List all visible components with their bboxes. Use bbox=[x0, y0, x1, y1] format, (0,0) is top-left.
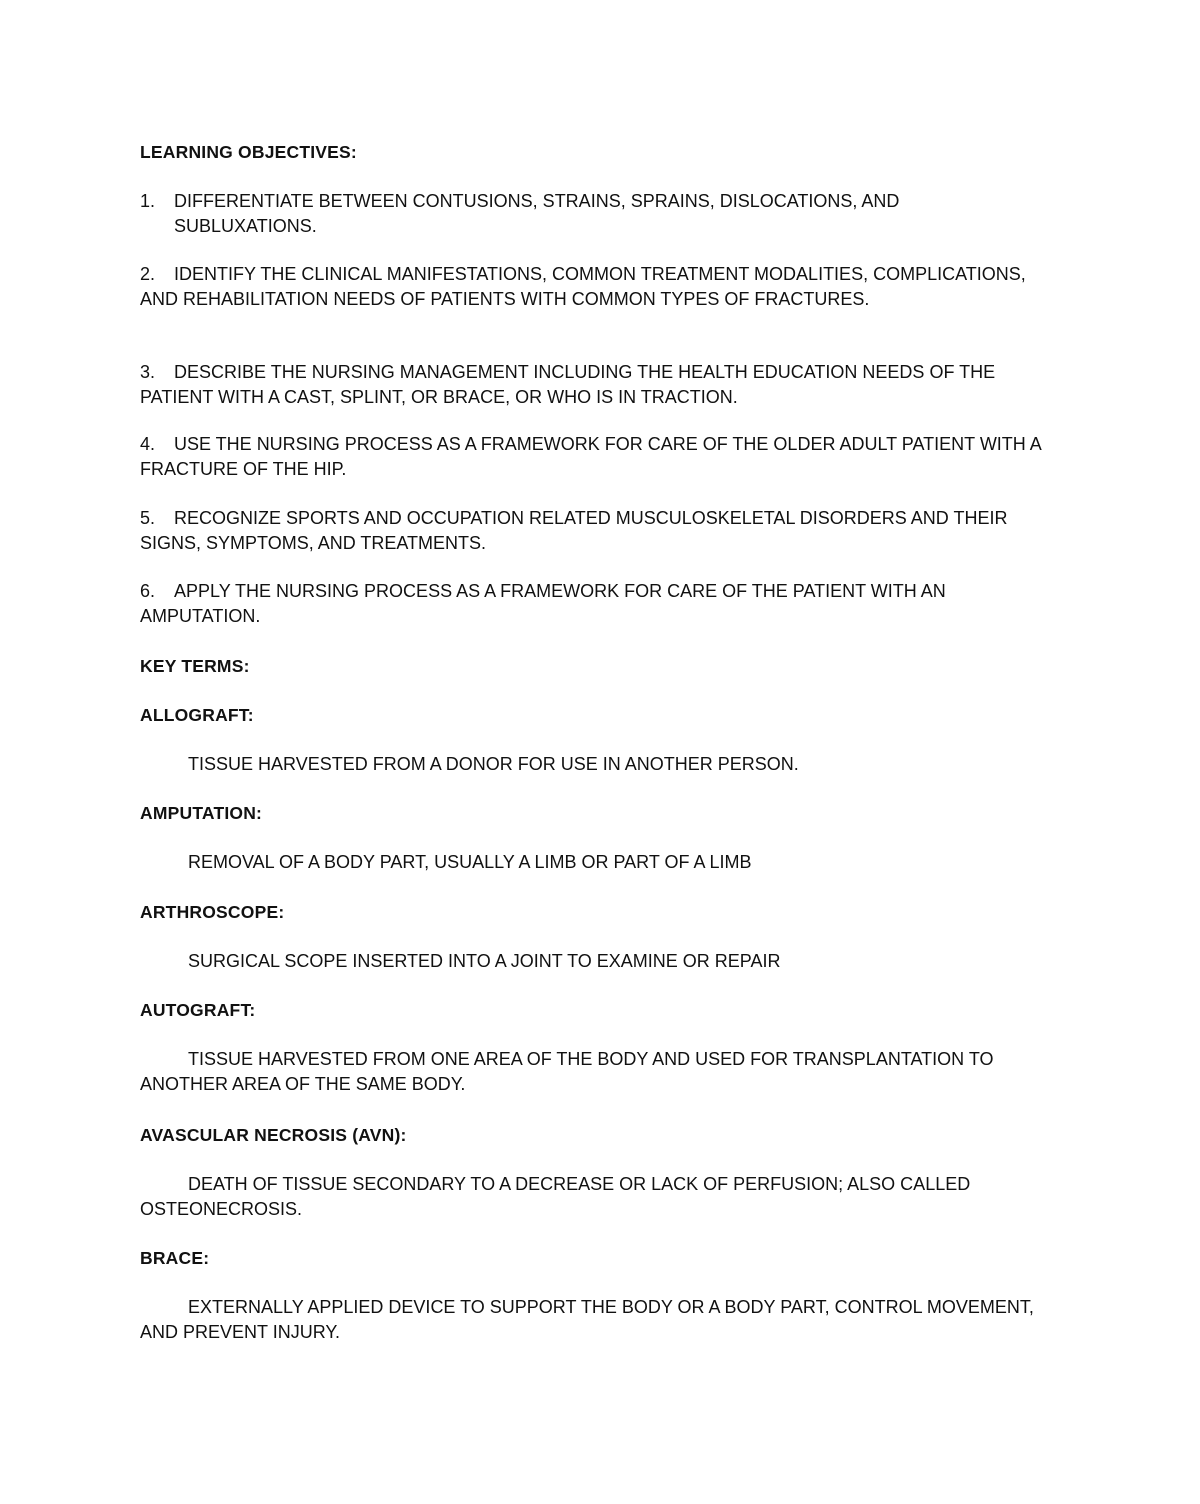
term-title: ALLOGRAFT: bbox=[140, 705, 254, 725]
objective-number: 2. bbox=[140, 264, 156, 284]
objective-text: DESCRIBE THE NURSING MANAGEMENT INCLUDING THE HEALTH EDUCATION NEEDS OF THE PATIENT WITH A CAST, SPLINT, OR BRACE, OR WHO IS IN TRACTION. bbox=[140, 362, 996, 407]
term-definition-text: REMOVAL OF A BODY PART, USUALLY A LIMB OR PART OF A LIMB bbox=[188, 852, 752, 872]
objective-text: DIFFERENTIATE BETWEEN CONTUSIONS, STRAINS, SPRAINS, DISLOCATIONS, AND SUBLUXATIONS. bbox=[174, 191, 900, 236]
term-definition bbox=[140, 850, 1060, 875]
term-definition bbox=[140, 949, 1060, 974]
term-definition bbox=[140, 1295, 1060, 1344]
objective-number: 3. bbox=[140, 362, 156, 382]
term-title: AUTOGRAFT: bbox=[140, 1000, 256, 1020]
term-title: AMPUTATION: bbox=[140, 803, 263, 823]
term-definition bbox=[140, 752, 1060, 777]
objective-item bbox=[140, 189, 1040, 238]
objective-item bbox=[140, 432, 1060, 481]
objective-number: 1. bbox=[140, 191, 156, 211]
objective-item bbox=[140, 360, 1060, 409]
term-definition-text: EXTERNALLY APPLIED DEVICE TO SUPPORT THE BODY OR A BODY PART, CONTROL MOVEMENT, AND PREVENT INJURY. bbox=[140, 1297, 1034, 1342]
objective-number: 4. bbox=[140, 434, 156, 454]
key-terms-heading: KEY TERMS: bbox=[140, 656, 250, 676]
objective-text: IDENTIFY THE CLINICAL MANIFESTATIONS, COMMON TREATMENT MODALITIES, COMPLICATIONS, AND REHABILITATION NEEDS OF PATIENTS WITH COMMON TYPES OF FRACTURES. bbox=[140, 264, 1026, 309]
learning-objectives-heading: LEARNING OBJECTIVES: bbox=[140, 142, 357, 162]
objective-text: APPLY THE NURSING PROCESS AS A FRAMEWORK FOR CARE OF THE PATIENT WITH AN AMPUTATION. bbox=[140, 581, 946, 626]
term-definition-text: DEATH OF TISSUE SECONDARY TO A DECREASE OR LACK OF PERFUSION; ALSO CALLED OSTEONECROSIS. bbox=[140, 1174, 971, 1219]
term-definition-text: TISSUE HARVESTED FROM ONE AREA OF THE BODY AND USED FOR TRANSPLANTATION TO ANOTHER AREA OF THE SAME BODY. bbox=[140, 1049, 994, 1094]
objective-item bbox=[140, 579, 1060, 628]
objective-item bbox=[140, 262, 1060, 311]
objective-text: RECOGNIZE SPORTS AND OCCUPATION RELATED MUSCULOSKELETAL DISORDERS AND THEIR SIGNS, SYMPTOMS, AND TREATMENTS. bbox=[140, 508, 1008, 553]
objective-number: 5. bbox=[140, 508, 156, 528]
term-definition-text: TISSUE HARVESTED FROM A DONOR FOR USE IN ANOTHER PERSON. bbox=[188, 754, 799, 774]
term-title: ARTHROSCOPE: bbox=[140, 902, 285, 922]
objective-text: USE THE NURSING PROCESS AS A FRAMEWORK FOR CARE OF THE OLDER ADULT PATIENT WITH A FRACTURE OF THE HIP. bbox=[140, 434, 1041, 479]
term-title: BRACE: bbox=[140, 1248, 210, 1268]
objective-item bbox=[140, 506, 1060, 555]
objective-number: 6. bbox=[140, 581, 156, 601]
term-definition-text: SURGICAL SCOPE INSERTED INTO A JOINT TO EXAMINE OR REPAIR bbox=[188, 951, 781, 971]
term-definition bbox=[140, 1047, 1060, 1096]
term-definition bbox=[140, 1172, 1060, 1221]
term-title: AVASCULAR NECROSIS (AVN): bbox=[140, 1125, 407, 1145]
